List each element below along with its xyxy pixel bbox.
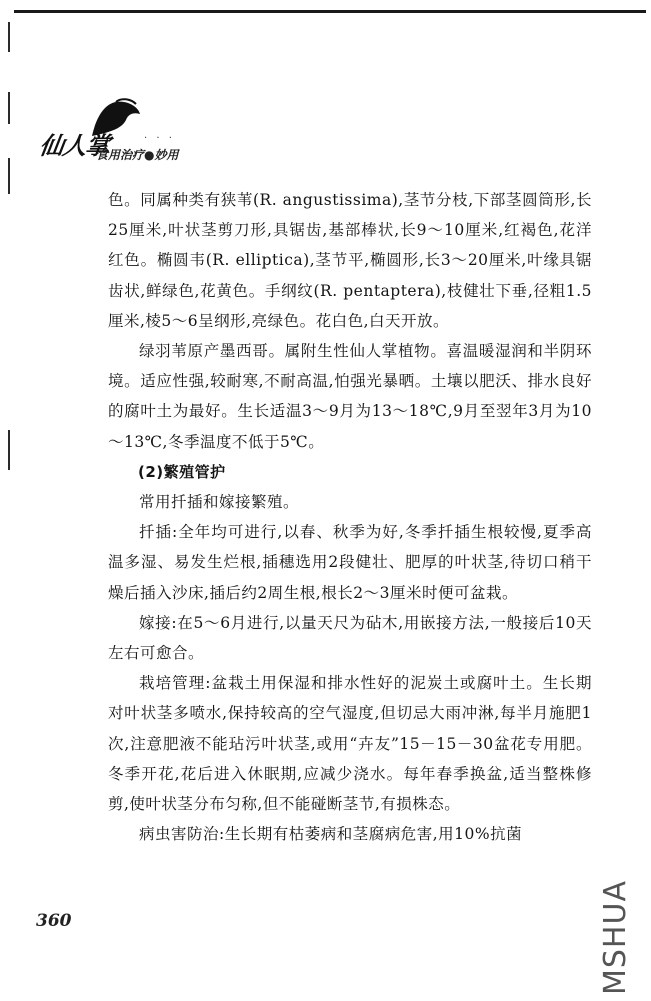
paragraph: 绿羽苇原产墨西哥。属附生性仙人掌植物。喜温暖湿润和半阴环境。适应性强,较耐寒,不耐高温,怕强光暴晒。土壤以肥沃、排水良好的腐叶土为最好。生长适温3～9月为13～18℃,9月至翌年3月为10～13℃,冬季温度不低于5℃。 [108,342,592,451]
page-body [108,185,592,849]
page-number: 360 [36,911,72,931]
margin-mark [8,430,10,470]
section-heading: (2)繁殖管护 [138,462,226,481]
paragraph: 嫁接:在5～6月进行,以量天尺为砧木,用嵌接方法,一般接后10天左右可愈合。 [108,613,592,663]
margin-mark [8,22,10,52]
margin-mark [8,92,10,124]
logo-subtitle: 食用治疗●妙用 [96,148,179,162]
logo-dots: . . . [144,130,175,141]
book-logo [37,98,220,170]
margin-mark [8,158,10,194]
logo-title: 仙人掌 [37,131,111,160]
watermark: MSHUA [598,880,633,995]
paragraph: 病虫害防治:生长期有枯萎病和茎腐病危害,用10%抗菌 [139,825,523,844]
header-rule [14,10,646,13]
paragraph: 栽培管理:盆栽土用保湿和排水性好的泥炭土或腐叶土。生长期对叶状茎多喷水,保持较高的空气湿度,但切忌大雨冲淋,每半月施肥1次,注意肥液不能玷污叶状茎,或用“卉友”15－15－30盆花专用肥。冬季开花,花后进入休眠期,应减少浇水。每年春季换盆,适当整株修剪,使叶状茎分布匀称,但不能碰断茎节,有损株态。 [108,674,592,814]
paragraph: 扦插:全年均可进行,以春、秋季为好,冬季扦插生根较慢,夏季高温多湿、易发生烂根,插穗选用2段健壮、肥厚的叶状茎,待切口稍干燥后插入沙床,插后约2周生根,根长2～3厘米时便可盆栽。 [108,523,592,602]
paragraph: 色。同属种类有狭苇(R. angustissima),茎节分枝,下部茎圆筒形,长25厘米,叶状茎剪刀形,具锯齿,基部棒状,长9～10厘米,红褐色,花洋红色。椭圆韦(R. elliptica),茎节平,椭圆形,长3～20厘米,叶缘具锯齿状,鲜绿色,花黄色。手纲纹(R. pentaptera),枝健壮下垂,径粗1.5厘米,棱5～6呈纲形,亮绿色。花白色,白天开放。 [108,191,592,330]
paragraph: 常用扦插和嫁接繁殖。 [139,493,300,512]
